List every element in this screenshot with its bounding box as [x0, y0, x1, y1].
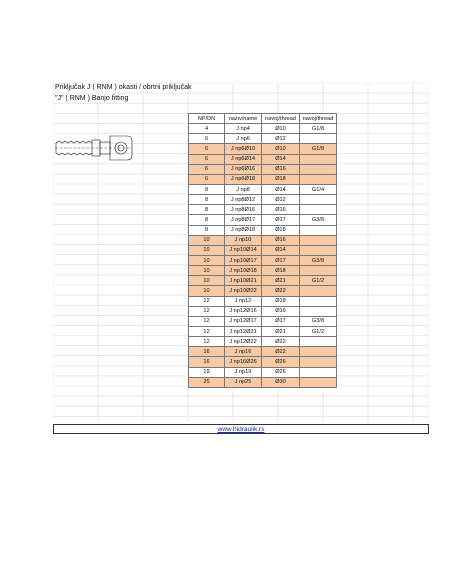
table-row [189, 184, 337, 194]
cell-thread-diameter: Ø10 [262, 124, 300, 134]
header-thread-diameter: navoj/thread [262, 114, 300, 124]
cell-thread-diameter: Ø21 [262, 326, 300, 336]
cell-name: J np8Ø12 [225, 195, 262, 205]
cell-name: J np10Ø14 [225, 245, 262, 255]
cell-np-dn: 12 [189, 296, 225, 306]
cell-name: J np10 [225, 235, 262, 245]
cell-thread-diameter: Ø14 [262, 184, 300, 194]
cell-thread-diameter: Ø16 [262, 164, 300, 174]
table-row [189, 347, 337, 357]
banjo-fitting-table [188, 113, 337, 388]
cell-name: J np6 [225, 134, 262, 144]
table-row [189, 377, 337, 387]
cell-thread-diameter: Ø12 [262, 134, 300, 144]
cell-name: J np12Ø17 [225, 316, 262, 326]
cell-thread-diameter: Ø22 [262, 347, 300, 357]
cell-thread-size [300, 306, 337, 316]
title-serbian: Priključak J ( RNM ) okasti / obrtni priključak [55, 84, 192, 91]
cell-thread-size: G1/4 [300, 184, 337, 194]
cell-np-dn: 6 [189, 154, 225, 164]
table-header-row [189, 114, 337, 124]
cell-thread-diameter: Ø14 [262, 154, 300, 164]
table-row [189, 124, 337, 134]
cell-np-dn: 19 [189, 367, 225, 377]
cell-thread-size: G3/8 [300, 316, 337, 326]
cell-name: J np12Ø21 [225, 326, 262, 336]
cell-np-dn: 10 [189, 245, 225, 255]
cell-thread-size [300, 154, 337, 164]
cell-thread-diameter: Ø17 [262, 316, 300, 326]
cell-thread-size [300, 195, 337, 205]
table-row [189, 326, 337, 336]
cell-name: J np10Ø22 [225, 286, 262, 296]
cell-thread-diameter: Ø18 [262, 174, 300, 184]
cell-thread-diameter: Ø18 [262, 266, 300, 276]
cell-thread-size [300, 266, 337, 276]
cell-np-dn: 12 [189, 326, 225, 336]
header-name: naziv/name [225, 114, 262, 124]
website-link[interactable]: www.hidraulik.rs [217, 426, 265, 433]
table-row [189, 245, 337, 255]
cell-thread-size [300, 245, 337, 255]
cell-thread-size [300, 286, 337, 296]
cell-thread-size: G1/8 [300, 124, 337, 134]
cell-name: J np6Ø18 [225, 174, 262, 184]
cell-np-dn: 10 [189, 235, 225, 245]
cell-np-dn: 25 [189, 377, 225, 387]
cell-name: J np25 [225, 377, 262, 387]
cell-name: J np6Ø16 [225, 164, 262, 174]
cell-thread-diameter: Ø14 [262, 245, 300, 255]
cell-thread-size [300, 357, 337, 367]
cell-np-dn: 12 [189, 316, 225, 326]
cell-np-dn: 10 [189, 286, 225, 296]
table-row [189, 266, 337, 276]
cell-name: J np12Ø16 [225, 306, 262, 316]
table-row [189, 144, 337, 154]
cell-name: J np4 [225, 124, 262, 134]
cell-thread-diameter: Ø16 [262, 205, 300, 215]
cell-name: J np10Ø17 [225, 255, 262, 265]
cell-name: J np8 [225, 184, 262, 194]
cell-thread-size [300, 337, 337, 347]
cell-np-dn: 8 [189, 225, 225, 235]
cell-thread-diameter: Ø10 [262, 144, 300, 154]
cell-thread-size [300, 134, 337, 144]
cell-name: J np10Ø21 [225, 276, 262, 286]
cell-thread-diameter: Ø26 [262, 357, 300, 367]
cell-np-dn: 4 [189, 124, 225, 134]
cell-thread-diameter: Ø12 [262, 195, 300, 205]
cell-thread-size [300, 174, 337, 184]
cell-np-dn: 6 [189, 134, 225, 144]
cell-name: J np10Ø18 [225, 266, 262, 276]
cell-thread-diameter: Ø16 [262, 306, 300, 316]
cell-name: J np6Ø14 [225, 154, 262, 164]
table-row [189, 276, 337, 286]
cell-thread-diameter: Ø22 [262, 286, 300, 296]
cell-np-dn: 8 [189, 195, 225, 205]
cell-thread-size [300, 225, 337, 235]
header-thread-size: navoj/thread [300, 114, 337, 124]
table-row [189, 225, 337, 235]
cell-thread-size [300, 164, 337, 174]
table-row [189, 296, 337, 306]
table-row [189, 286, 337, 296]
table-row [189, 154, 337, 164]
table-row [189, 205, 337, 215]
table-row [189, 306, 337, 316]
table-row [189, 235, 337, 245]
cell-np-dn: 6 [189, 144, 225, 154]
cell-np-dn: 8 [189, 184, 225, 194]
cell-thread-diameter: Ø18 [262, 225, 300, 235]
cell-np-dn: 8 [189, 215, 225, 225]
cell-thread-diameter: Ø18 [262, 296, 300, 306]
table-row [189, 255, 337, 265]
cell-np-dn: 10 [189, 266, 225, 276]
cell-thread-size [300, 235, 337, 245]
cell-thread-size [300, 377, 337, 387]
cell-thread-diameter: Ø17 [262, 255, 300, 265]
title-english: "J" ( RNM ) Banjo fitting [55, 95, 129, 102]
footer-bar [53, 424, 429, 434]
cell-name: J np16 [225, 347, 262, 357]
cell-np-dn: 16 [189, 347, 225, 357]
table-row [189, 174, 337, 184]
cell-thread-size: G1/2 [300, 326, 337, 336]
cell-name: J np8Ø16 [225, 205, 262, 215]
cell-thread-diameter: Ø26 [262, 367, 300, 377]
cell-np-dn: 10 [189, 255, 225, 265]
cell-thread-size: G1/2 [300, 276, 337, 286]
cell-thread-diameter: Ø17 [262, 215, 300, 225]
cell-thread-diameter: Ø30 [262, 377, 300, 387]
cell-name: J np12Ø22 [225, 337, 262, 347]
cell-name: J np16Ø26 [225, 357, 262, 367]
cell-np-dn: 6 [189, 174, 225, 184]
table-row [189, 316, 337, 326]
cell-thread-size: G3/8 [300, 255, 337, 265]
cell-np-dn: 6 [189, 164, 225, 174]
cell-name: J np8Ø18 [225, 225, 262, 235]
cell-name: J np19 [225, 367, 262, 377]
table-row [189, 164, 337, 174]
cell-thread-size [300, 205, 337, 215]
cell-thread-size [300, 347, 337, 357]
cell-thread-size [300, 296, 337, 306]
cell-thread-size: G3/8 [300, 215, 337, 225]
cell-thread-diameter: Ø21 [262, 276, 300, 286]
table-row [189, 215, 337, 225]
cell-np-dn: 12 [189, 306, 225, 316]
cell-thread-diameter: Ø22 [262, 337, 300, 347]
cell-thread-size [300, 367, 337, 377]
cell-thread-diameter: Ø16 [262, 235, 300, 245]
table-row [189, 367, 337, 377]
cell-name: J np8Ø17 [225, 215, 262, 225]
cell-name: J np6Ø10 [225, 144, 262, 154]
table-row [189, 134, 337, 144]
cell-np-dn: 16 [189, 357, 225, 367]
table-row [189, 195, 337, 205]
cell-np-dn: 10 [189, 276, 225, 286]
table-row [189, 357, 337, 367]
cell-name: J np12 [225, 296, 262, 306]
table-row [189, 337, 337, 347]
cell-np-dn: 8 [189, 205, 225, 215]
cell-np-dn: 12 [189, 337, 225, 347]
banjo-fitting-drawing [55, 132, 133, 164]
header-np-dn: NP/DN [189, 114, 225, 124]
cell-thread-size: G1/8 [300, 144, 337, 154]
